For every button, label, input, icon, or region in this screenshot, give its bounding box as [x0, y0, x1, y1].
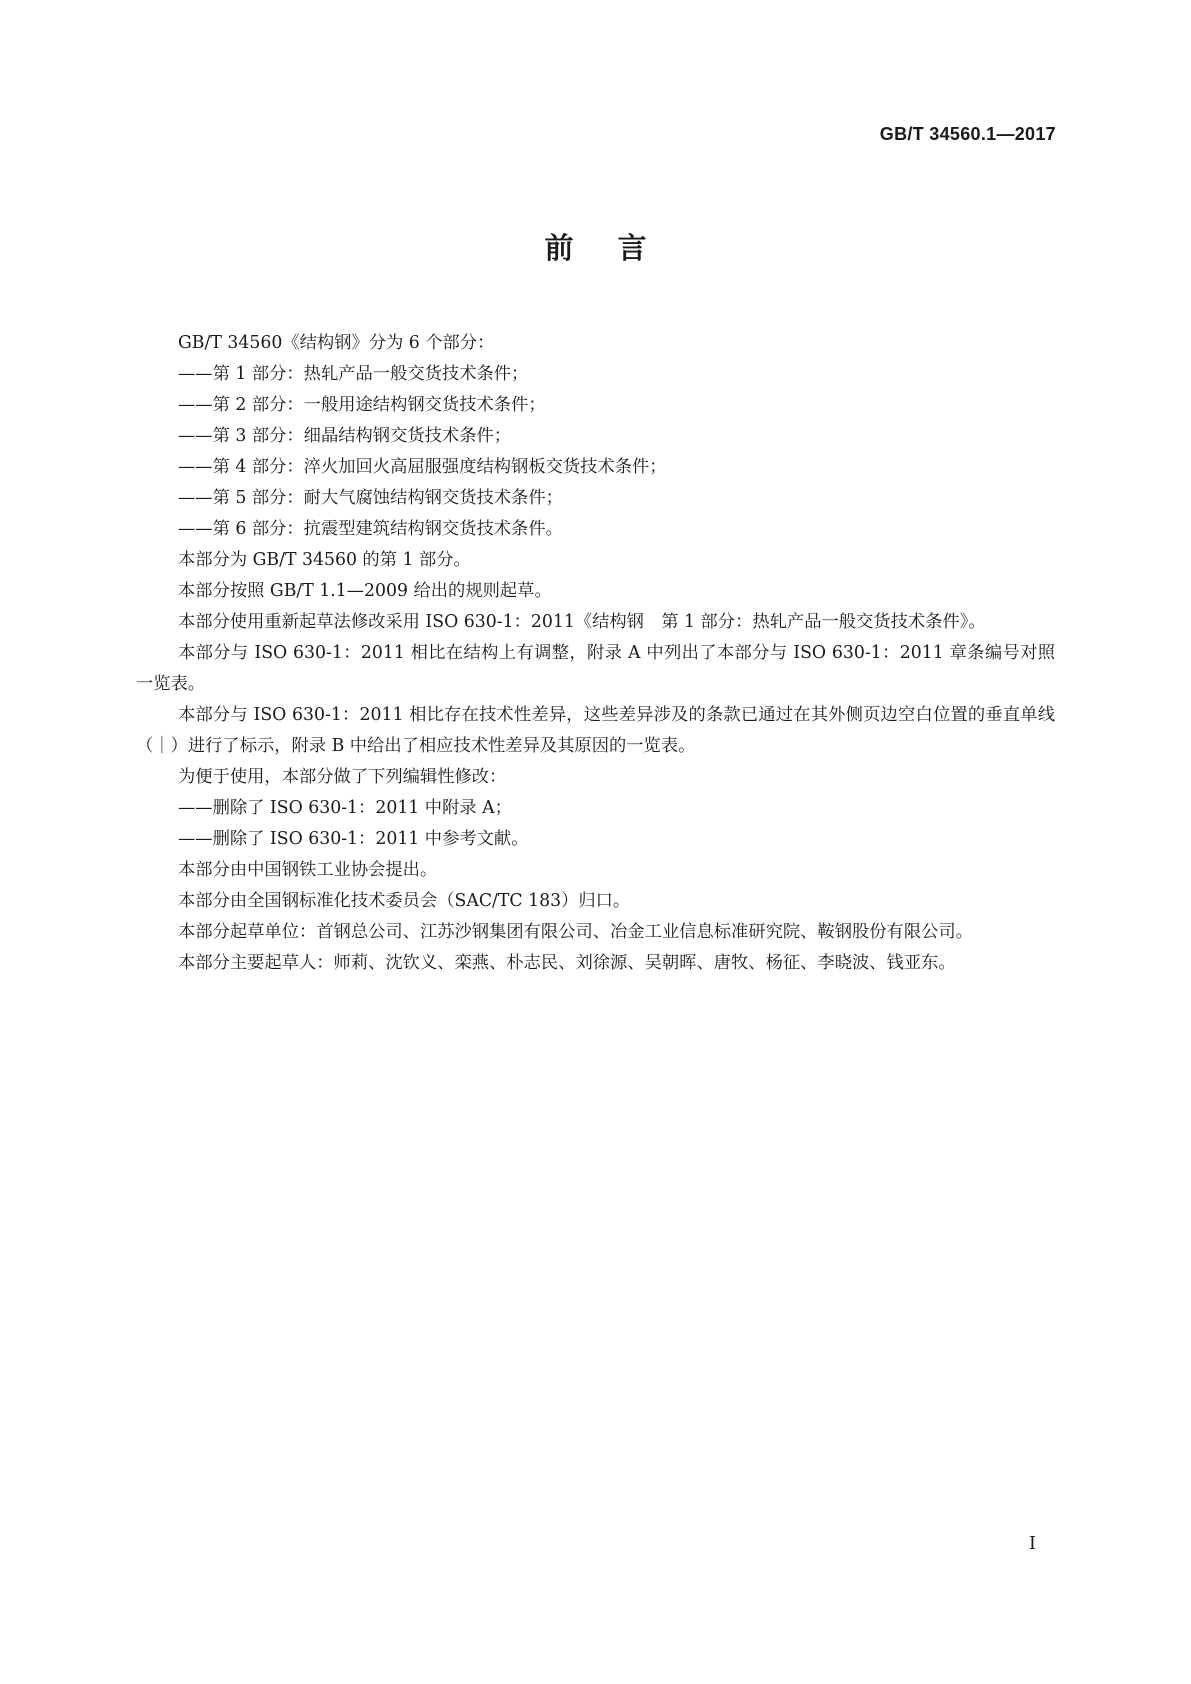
- list-item: ——第 5 部分：耐大气腐蚀结构钢交货技术条件；: [178, 488, 563, 508]
- page-title: 前言: [544, 231, 691, 265]
- paragraph: 本部分按照 GB/T 1.1—2009 给出的规则起草。: [178, 581, 552, 601]
- page-number: I: [1028, 1533, 1036, 1554]
- list-item: ——删除了 ISO 630-1：2011 中附录 A；: [178, 798, 512, 818]
- paragraph: 本部分起草单位：首钢总公司、江苏沙钢集团有限公司、冶金工业信息标准研究院、鞍钢股份有限公司。: [178, 922, 973, 942]
- list-item: ——删除了 ISO 630-1：2011 中参考文献。: [178, 829, 529, 849]
- list-item: ——第 1 部分：热轧产品一般交货技术条件；: [178, 364, 529, 384]
- paragraph: 本部分使用重新起草法修改采用 ISO 630-1：2011《结构钢 第 1 部分：热轧产品一般交货技术条件》。: [178, 612, 986, 632]
- list-item: ——第 6 部分：抗震型建筑结构钢交货技术条件。: [178, 519, 563, 539]
- paragraph: 本部分为 GB/T 34560 的第 1 部分。: [178, 550, 471, 570]
- paragraph: 本部分由全国钢标准化技术委员会（SAC/TC 183）归口。: [178, 891, 631, 911]
- list-item: ——第 2 部分：一般用途结构钢交货技术条件；: [178, 395, 546, 415]
- list-item: ——第 4 部分：淬火加回火高屈服强度结构钢板交货技术条件；: [178, 457, 667, 477]
- paragraph: 本部分主要起草人：师莉、沈钦义、栾燕、朴志民、刘徐源、吴朝晖、唐牧、杨征、李晓波、钱亚东。: [178, 953, 956, 973]
- foreword-body: [136, 328, 1055, 979]
- list-item: ——第 3 部分：细晶结构钢交货技术条件；: [178, 426, 512, 446]
- paragraph: 本部分由中国钢铁工业协会提出。: [178, 860, 438, 880]
- paragraph: GB/T 34560《结构钢》分为 6 个部分：: [178, 333, 495, 353]
- standard-code: GB/T 34560.1—2017: [879, 124, 1056, 144]
- paragraph: 本部分与 ISO 630-1：2011 相比在结构上有调整，附录 A 中列出了本部分与 ISO 630-1：2011 章条编号对照一览表。: [136, 643, 1055, 694]
- paragraph: 为便于使用，本部分做了下列编辑性修改：: [178, 767, 507, 787]
- paragraph: 本部分与 ISO 630-1：2011 相比存在技术性差异，这些差异涉及的条款已通过在其外侧页边空白位置的垂直单线（｜）进行了标示，附录 B 中给出了相应技术性差异及其原因的一览表。: [136, 705, 1055, 756]
